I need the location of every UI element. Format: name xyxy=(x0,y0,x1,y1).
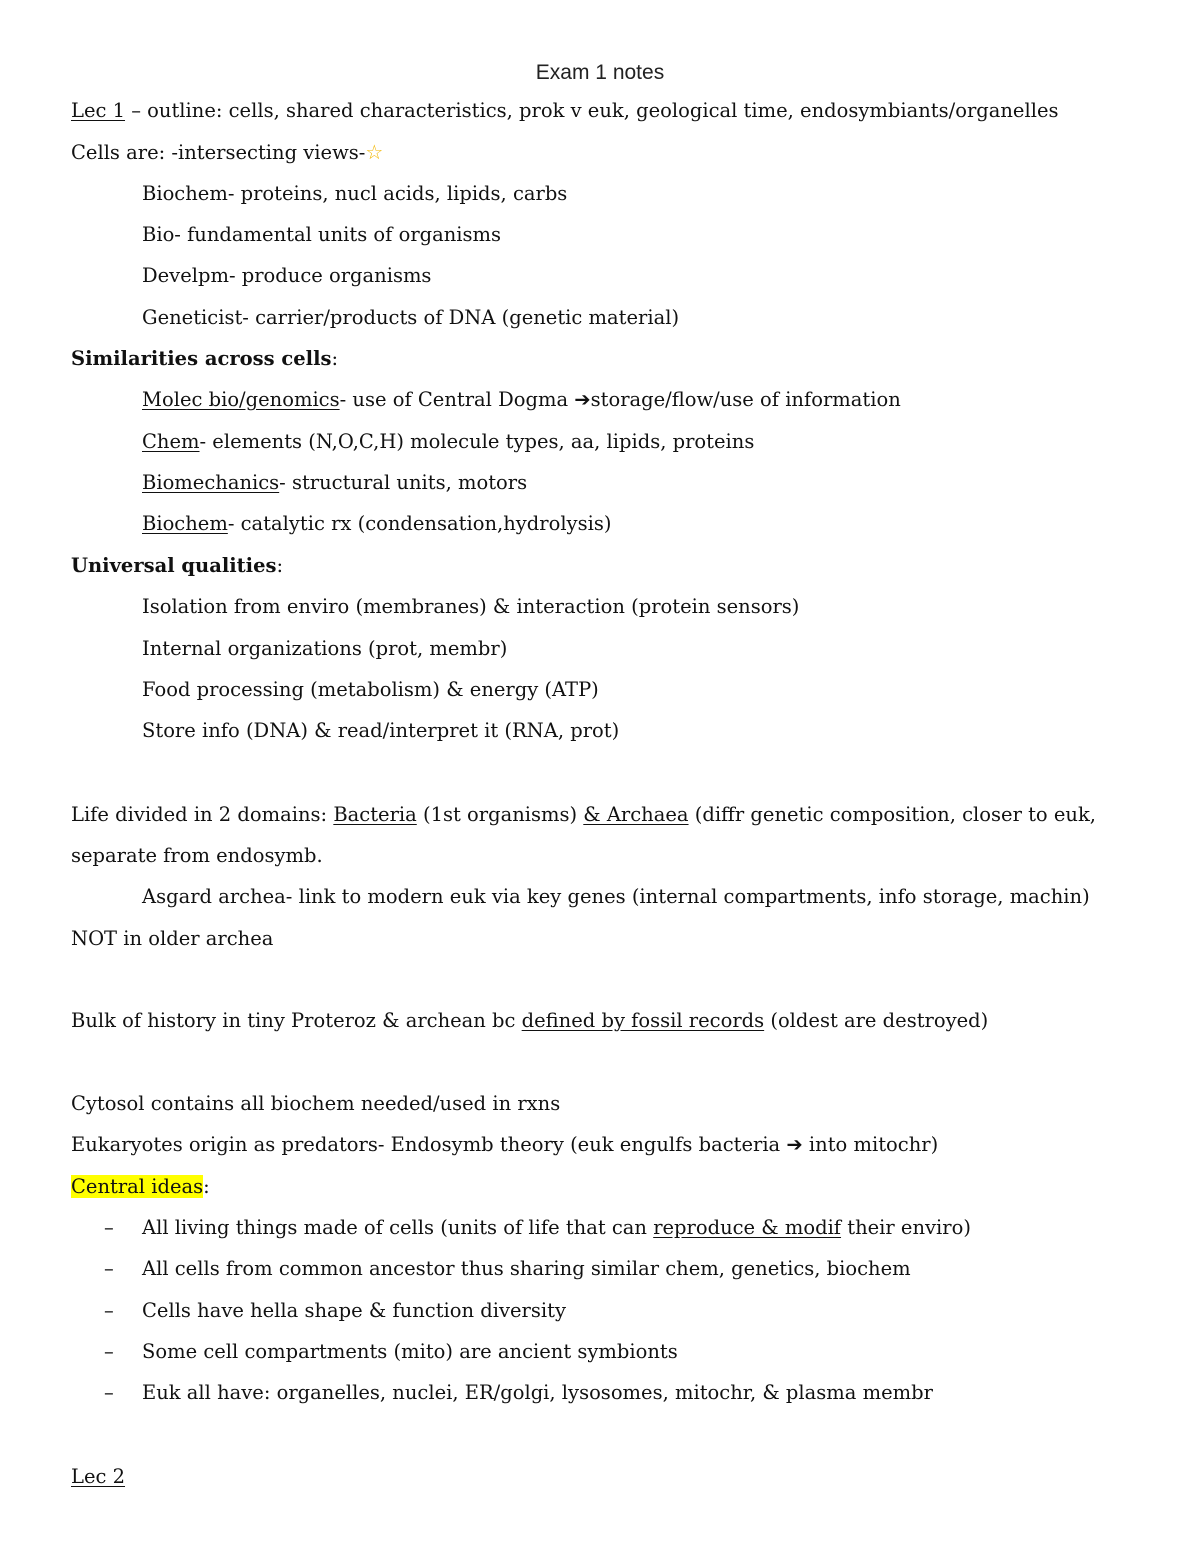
central-label: Central ideas xyxy=(71,1175,204,1198)
similarities-text: - structural units, motors xyxy=(279,471,528,494)
cells-are-label: Cells are xyxy=(71,141,159,164)
cells-are-item: Develpm- produce organisms xyxy=(142,264,432,287)
similarities-colon: : xyxy=(331,347,339,370)
asgard-line: Asgard archea- link to modern euk via key genes (internal compartments, info storage, machin) xyxy=(142,885,1090,908)
star-icon: ☆ xyxy=(365,140,384,164)
universal-item: Isolation from enviro (membranes) & interaction (protein sensors) xyxy=(142,595,800,618)
domains-tail: (diffr genetic composition, closer to euk, xyxy=(688,803,1096,826)
cells-are-item: Biochem- proteins, nucl acids, lipids, carbs xyxy=(142,182,568,205)
universal-item: Food processing (metabolism) & energy (ATP) xyxy=(142,678,599,701)
similarities-text: - catalytic rx (condensation,hydrolysis) xyxy=(227,512,612,535)
central-item1-tail: their enviro) xyxy=(841,1216,971,1239)
domains-line2: separate from endosymb. xyxy=(71,844,323,867)
central-heading xyxy=(71,1174,210,1200)
history-lead: Bulk of history in tiny Proteroz & archean bc xyxy=(71,1009,522,1032)
eukaryotes-lead: Eukaryotes origin as predators- xyxy=(71,1133,385,1156)
eukaryotes-tail: Endosymb theory (euk engulfs bacteria ➔ into mitochr) xyxy=(384,1133,939,1156)
similarities-item xyxy=(142,511,611,537)
lec2-line xyxy=(71,1464,125,1490)
history-tail: (oldest are destroyed) xyxy=(764,1009,989,1032)
similarities-term: Chem xyxy=(142,430,200,453)
universal-item: Store info (DNA) & read/interpret it (RNA, prot) xyxy=(142,719,620,742)
central-item1-underlined: reproduce & modif xyxy=(653,1216,842,1239)
history-line xyxy=(71,1008,988,1034)
central-item: Some cell compartments (mito) are ancient symbionts xyxy=(142,1340,678,1363)
similarities-term: Biochem xyxy=(142,512,228,535)
bacteria-term: Bacteria xyxy=(333,803,417,826)
domains-lead: Life divided in 2 domains: xyxy=(71,803,334,826)
lec2-heading: Lec 2 xyxy=(71,1465,126,1488)
cytosol-line: Cytosol contains all biochem needed/used in rxns xyxy=(71,1092,561,1115)
lec1-outline: – outline: cells, shared characteristics, prok v euk, geological time, endosymbiants/organelles xyxy=(125,99,1059,122)
cells-are-line xyxy=(71,139,383,166)
similarities-label: Similarities across cells xyxy=(71,347,332,370)
history-underlined: defined by fossil records xyxy=(521,1009,765,1032)
universal-colon: : xyxy=(276,554,284,577)
central-item: Euk all have: organelles, nuclei, ER/golgi, lysosomes, mitochr, & plasma membr xyxy=(142,1381,933,1404)
similarities-text: - elements (N,O,C,H) molecule types, aa, lipids, proteins xyxy=(199,430,755,453)
central-item: Cells have hella shape & function diversity xyxy=(142,1299,566,1322)
similarities-item xyxy=(142,429,754,455)
bullet-dash: – xyxy=(104,1257,114,1280)
similarities-item xyxy=(142,387,901,413)
archaea-term: & Archaea xyxy=(583,803,689,826)
lec1-line xyxy=(71,98,1059,124)
similarities-term: Molec bio/genomics xyxy=(142,388,340,411)
universal-item: Internal organizations (prot, membr) xyxy=(142,637,508,660)
bullet-dash: – xyxy=(104,1381,114,1404)
central-colon: : xyxy=(203,1175,210,1198)
similarities-term: Biomechanics xyxy=(142,471,280,494)
similarities-item xyxy=(142,470,527,496)
lec1-heading: Lec 1 xyxy=(71,99,126,122)
universal-heading xyxy=(71,553,283,579)
central-item xyxy=(142,1215,971,1241)
not-older-line: NOT in older archea xyxy=(71,927,274,950)
eukaryotes-line xyxy=(71,1132,938,1158)
cells-are-item: Geneticist- carrier/products of DNA (genetic material) xyxy=(142,306,680,329)
domains-line xyxy=(71,802,1096,828)
document-title: Exam 1 notes xyxy=(535,61,665,84)
similarities-text: - use of Central Dogma ➔storage/flow/use of information xyxy=(339,388,901,411)
universal-label: Universal qualities xyxy=(71,554,277,577)
central-item: All cells from common ancestor thus sharing similar chem, genetics, biochem xyxy=(142,1257,911,1280)
cells-are-item: Bio- fundamental units of organisms xyxy=(142,223,502,246)
central-item1-lead: All living things made of cells (units of life that can xyxy=(142,1216,654,1239)
cells-are-rest: : -intersecting views- xyxy=(158,141,366,164)
bullet-dash: – xyxy=(104,1216,114,1239)
domains-mid: (1st organisms) xyxy=(416,803,584,826)
similarities-heading xyxy=(71,346,338,372)
bullet-dash: – xyxy=(104,1340,114,1363)
bullet-dash: – xyxy=(104,1299,114,1322)
